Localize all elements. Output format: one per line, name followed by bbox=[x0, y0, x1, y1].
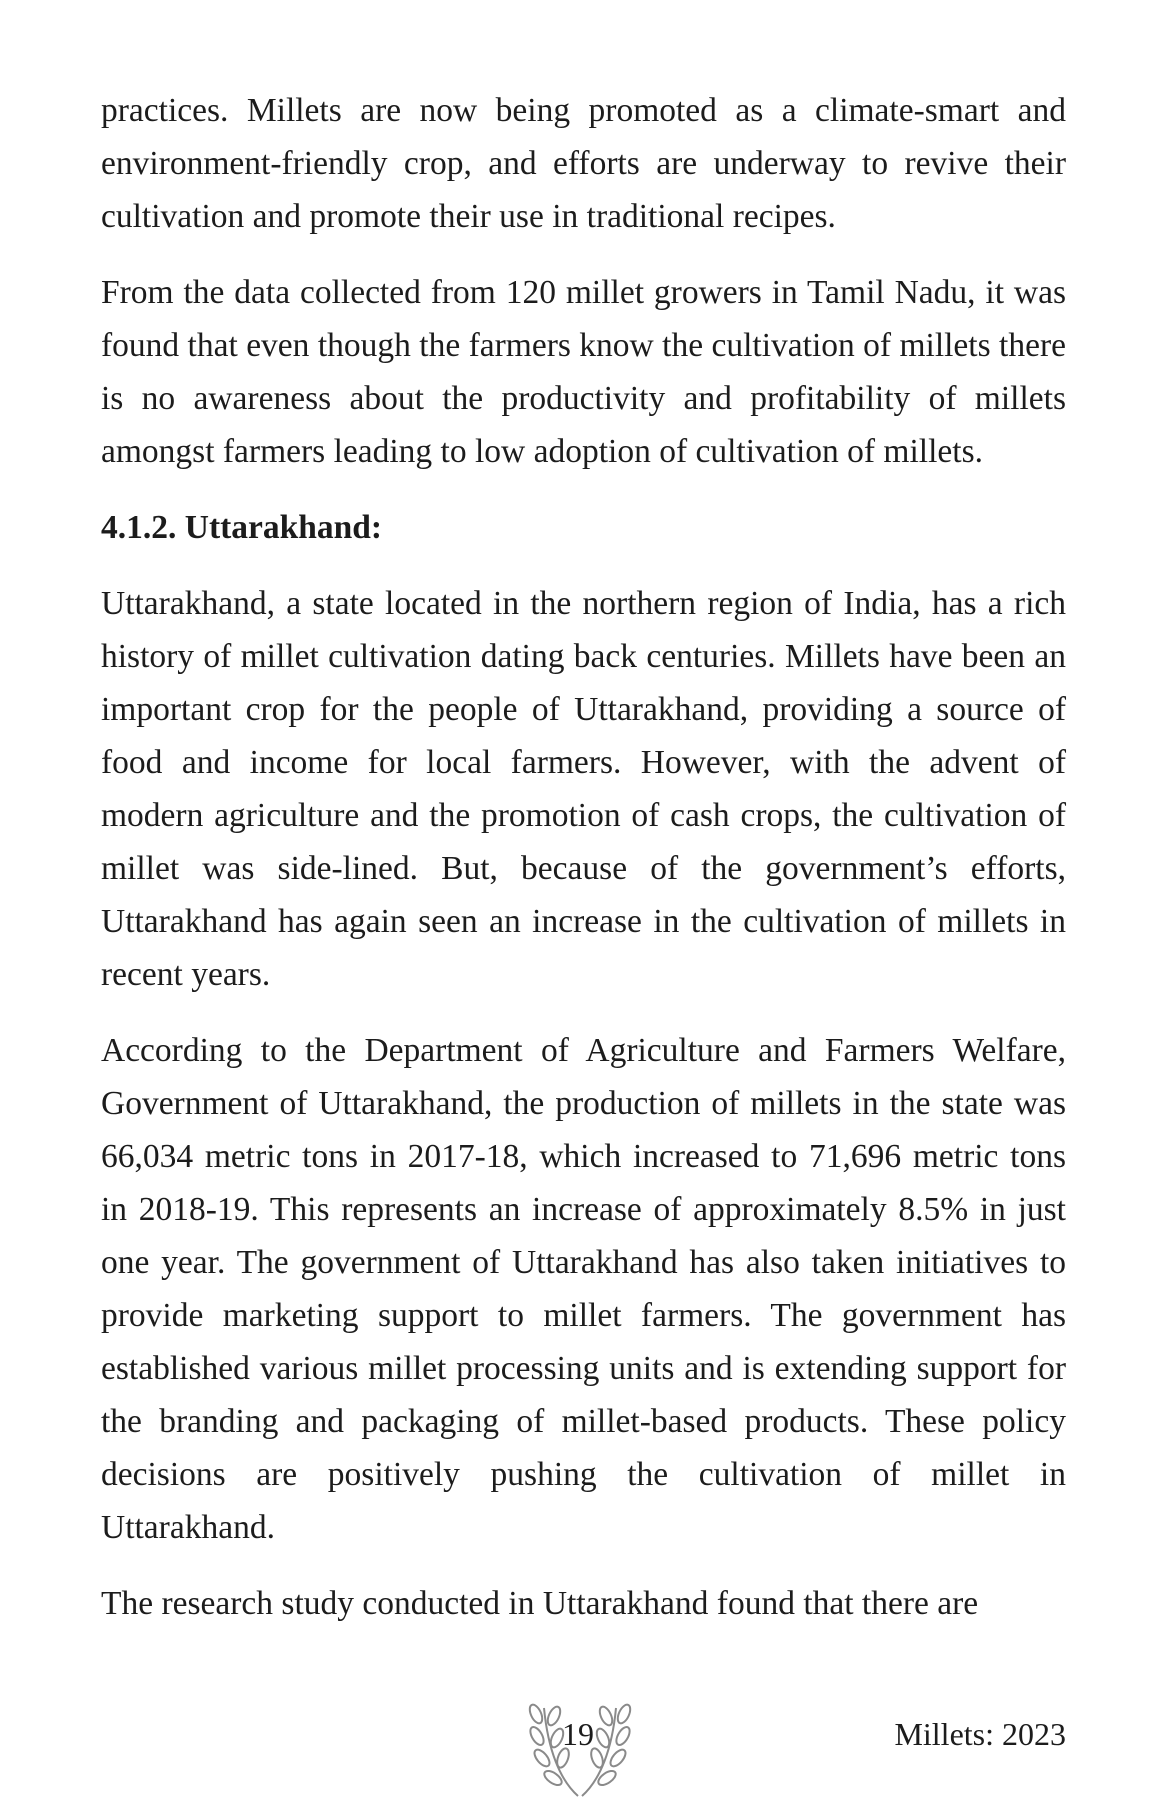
section-heading: 4.1.2. Uttarakhand: bbox=[101, 509, 383, 546]
running-title: Millets: 2023 bbox=[894, 1716, 1066, 1752]
paragraph: practices. Millets are now being promoted as a climate-smart and environment-friendly crop, and efforts are underway to revive their cultivation and promote their use in traditional recipes. bbox=[101, 92, 1066, 235]
paragraph: According to the Department of Agriculture and Farmers Welfare, Government of Uttarakhand, the production of millets in the state was 66,034 metric tons in 2017-18, which increased to 71,696 metric tons in 2018-19. This represents an increase of approximately 8.5% in just one year. The government of Uttarakhand has also taken initiatives to provide marketing support to millet farmers. The government has established various millet processing units and is extending support for the branding and packaging of millet-based products. These policy decisions are positively pushing the cultivation of millet in Uttarakhand. bbox=[101, 1032, 1066, 1546]
paragraph: From the data collected from 120 millet growers in Tamil Nadu, it was found that even though the farmers know the cultivation of millets there is no awareness about the productivity and profitability of millets amongst farmers leading to low adoption of cultivation of millets. bbox=[101, 274, 1066, 470]
page-body bbox=[101, 84, 1066, 1653]
page-number: 19 bbox=[562, 1716, 594, 1752]
paragraph: The research study conducted in Uttarakhand found that there are bbox=[101, 1585, 979, 1622]
page-footer bbox=[0, 1700, 1164, 1800]
paragraph: Uttarakhand, a state located in the northern region of India, has a rich history of millet cultivation dating back centuries. Millets have been an important crop for the people of Uttarakhand, providing a source of food and income for local farmers. However, with the advent of modern agriculture and the promotion of cash crops, the cultivation of millet was side-lined. But, because of the government’s efforts, Uttarakhand has again seen an increase in the cultivation of millets in recent years. bbox=[101, 585, 1066, 993]
